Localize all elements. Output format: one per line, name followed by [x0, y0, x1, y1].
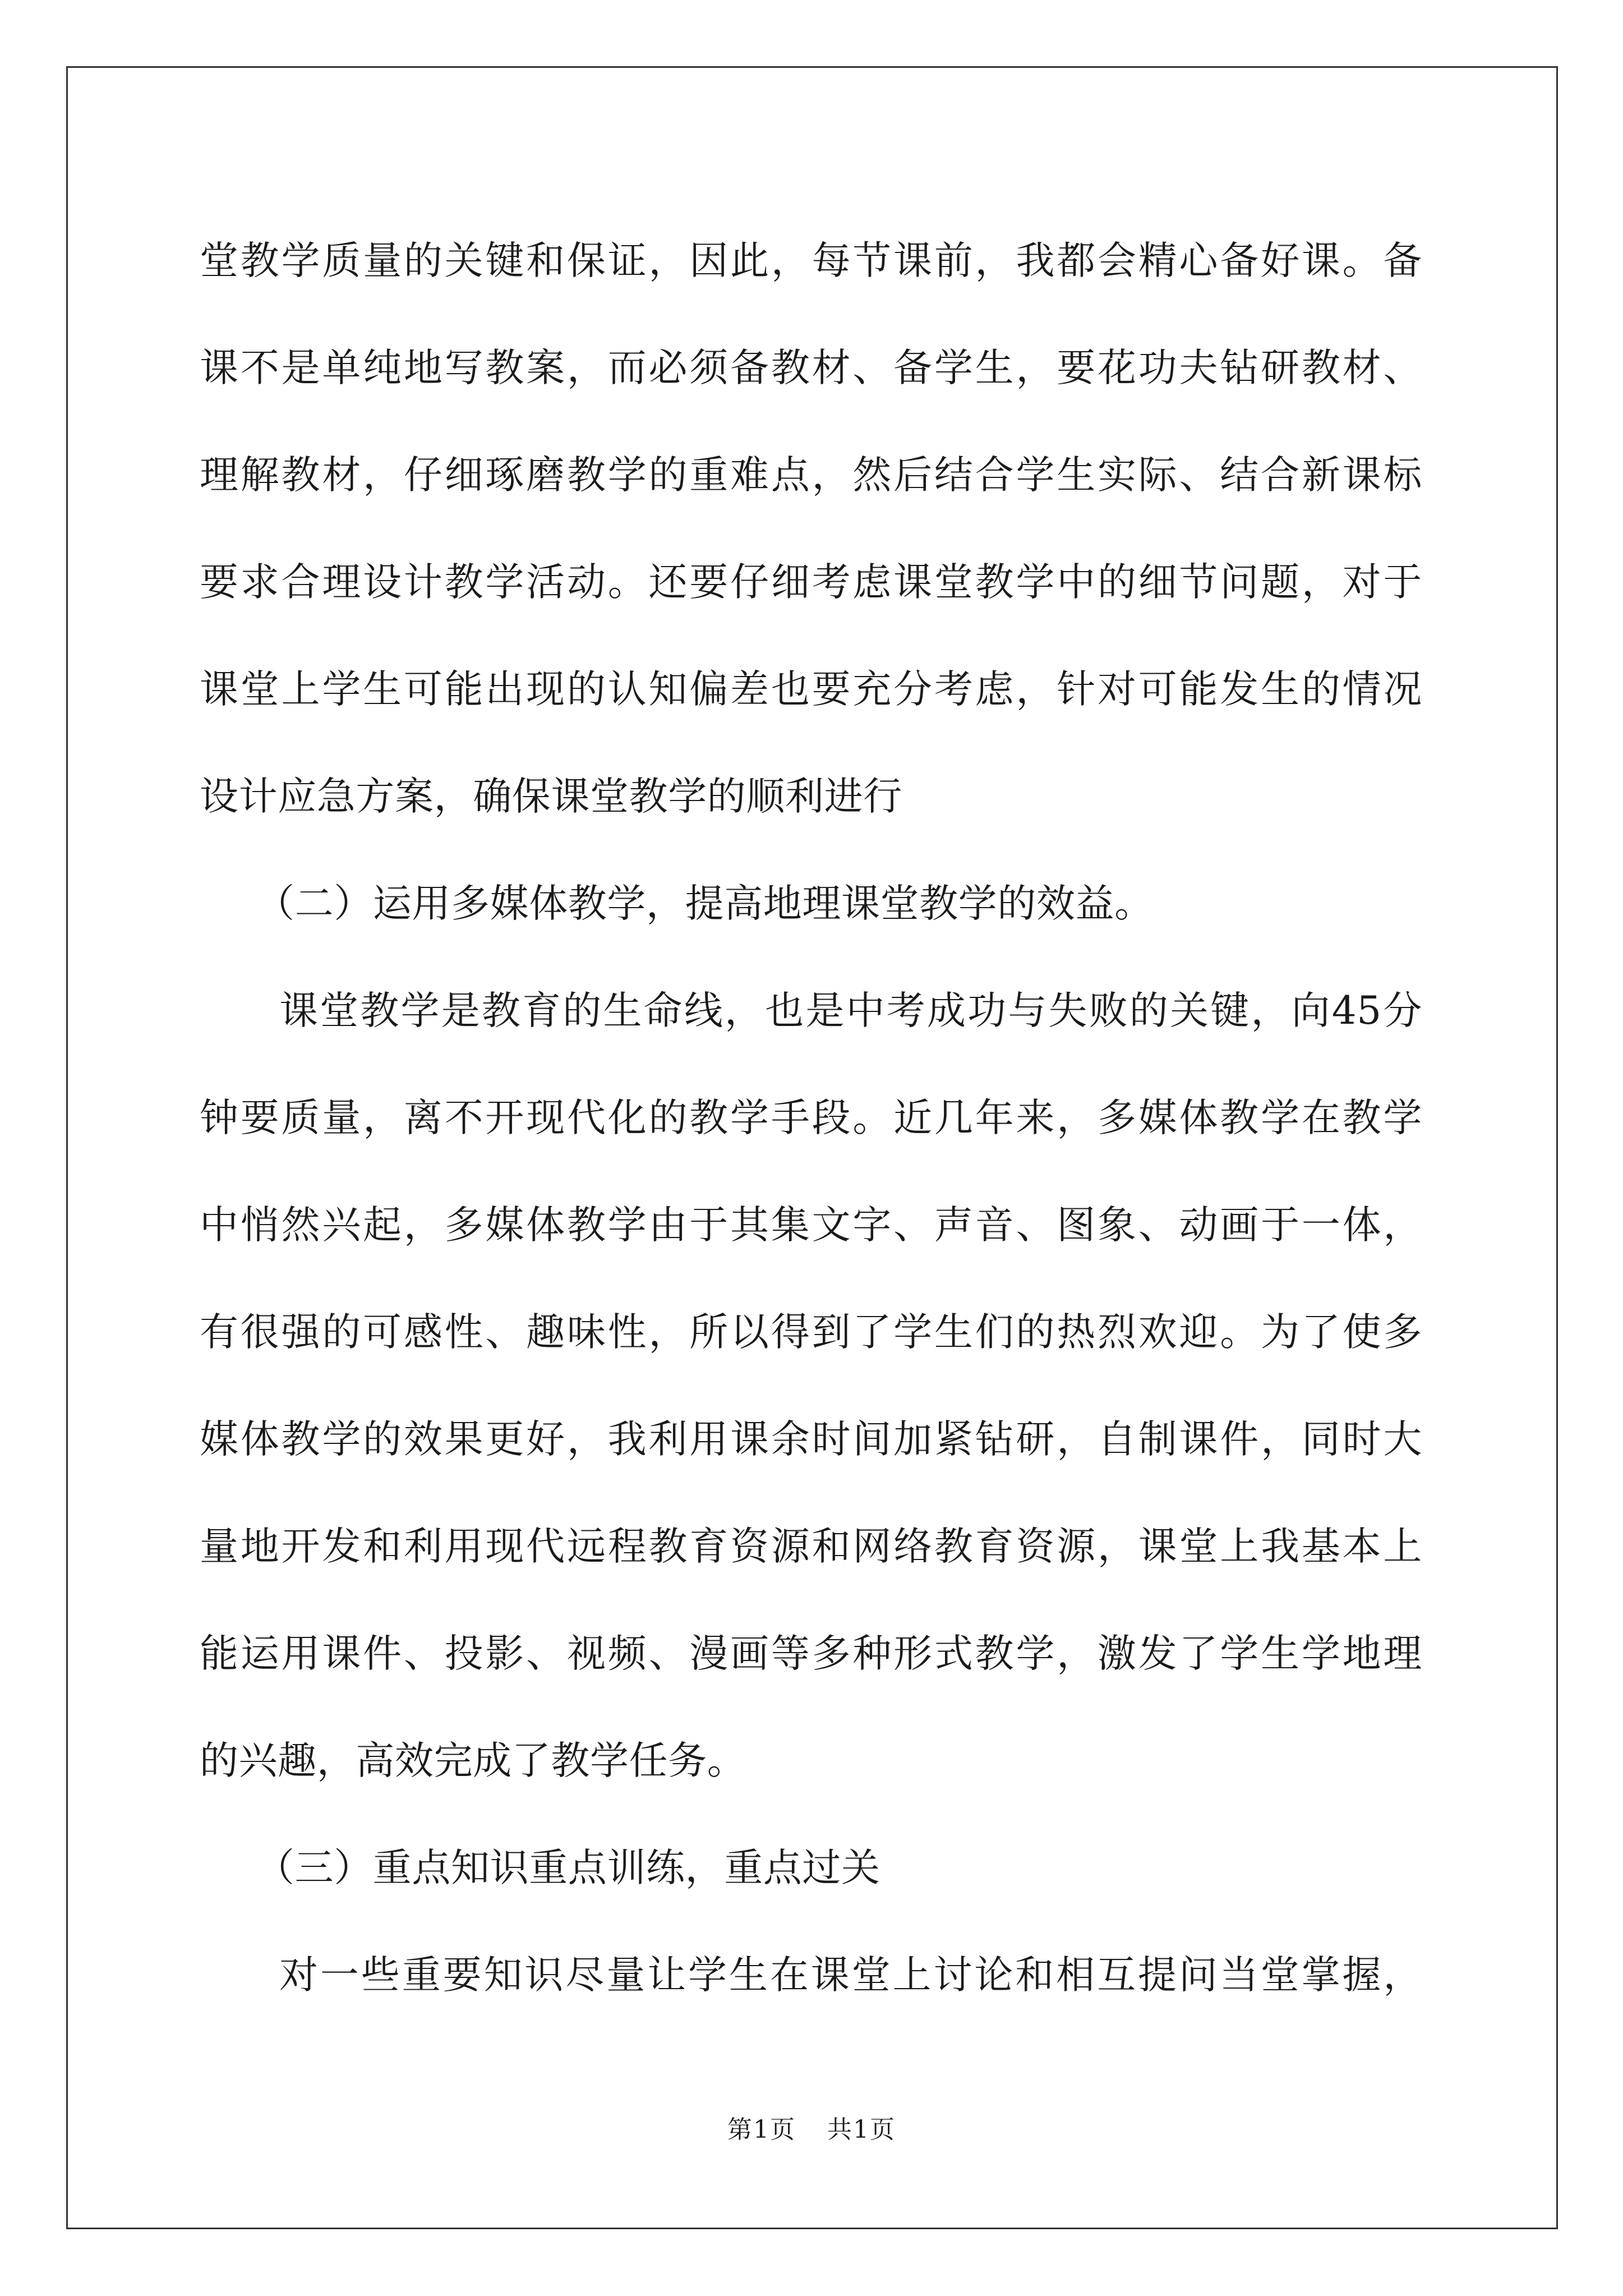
page-footer — [0, 2109, 1623, 2145]
text-line: 量地开发和利用现代远程教育资源和网络教育资源，课堂上我基本上 — [200, 1524, 1422, 1569]
text-line: 能运用课件、投影、视频、漫画等多种形式教学，激发了学生学地理 — [200, 1631, 1422, 1676]
page-number: 第1页 — [727, 2115, 796, 2144]
text-line: 课不是单纯地写教案，而必须备教材、备学生，要花功夫钻研教材、 — [200, 346, 1422, 390]
text-line: 的兴趣，高效完成了教学任务。 — [200, 1738, 746, 1783]
text-line: 课堂教学是教育的生命线，也是中考成功与失败的关键，向45分 — [279, 988, 1422, 1033]
document-body — [200, 208, 1422, 2029]
section-heading-2: （二）运用多媒体教学，提高地理课堂教学的效益。 — [256, 881, 1154, 926]
text-line: 堂教学质量的关键和保证，因此，每节课前，我都会精心备好课。备 — [200, 238, 1422, 283]
page-total: 共1页 — [827, 2115, 896, 2144]
text-line: 有很强的可感性、趣味性，所以得到了学生们的热烈欢迎。为了使多 — [200, 1310, 1422, 1355]
text-line: 理解教材，仔细琢磨教学的重难点，然后结合学生实际、结合新课标 — [200, 453, 1422, 498]
text-line: 对一些重要知识尽量让学生在课堂上讨论和相互提问当堂掌握， — [279, 1953, 1422, 1998]
text-line: 中悄然兴起，多媒体教学由于其集文字、声音、图象、动画于一体， — [200, 1203, 1422, 1248]
text-line: 钟要质量，离不开现代化的教学手段。近几年来，多媒体教学在教学 — [200, 1096, 1422, 1140]
text-line: 要求合理设计教学活动。还要仔细考虑课堂教学中的细节问题，对于 — [200, 560, 1422, 605]
text-line: 媒体教学的效果更好，我利用课余时间加紧钻研，自制课件，同时大 — [200, 1417, 1422, 1462]
text-line: 课堂上学生可能出现的认知偏差也要充分考虑，针对可能发生的情况 — [200, 667, 1422, 712]
text-line: 设计应急方案，确保课堂教学的顺利进行 — [200, 774, 902, 819]
section-heading-3: （三）重点知识重点训练，重点过关 — [256, 1846, 880, 1890]
